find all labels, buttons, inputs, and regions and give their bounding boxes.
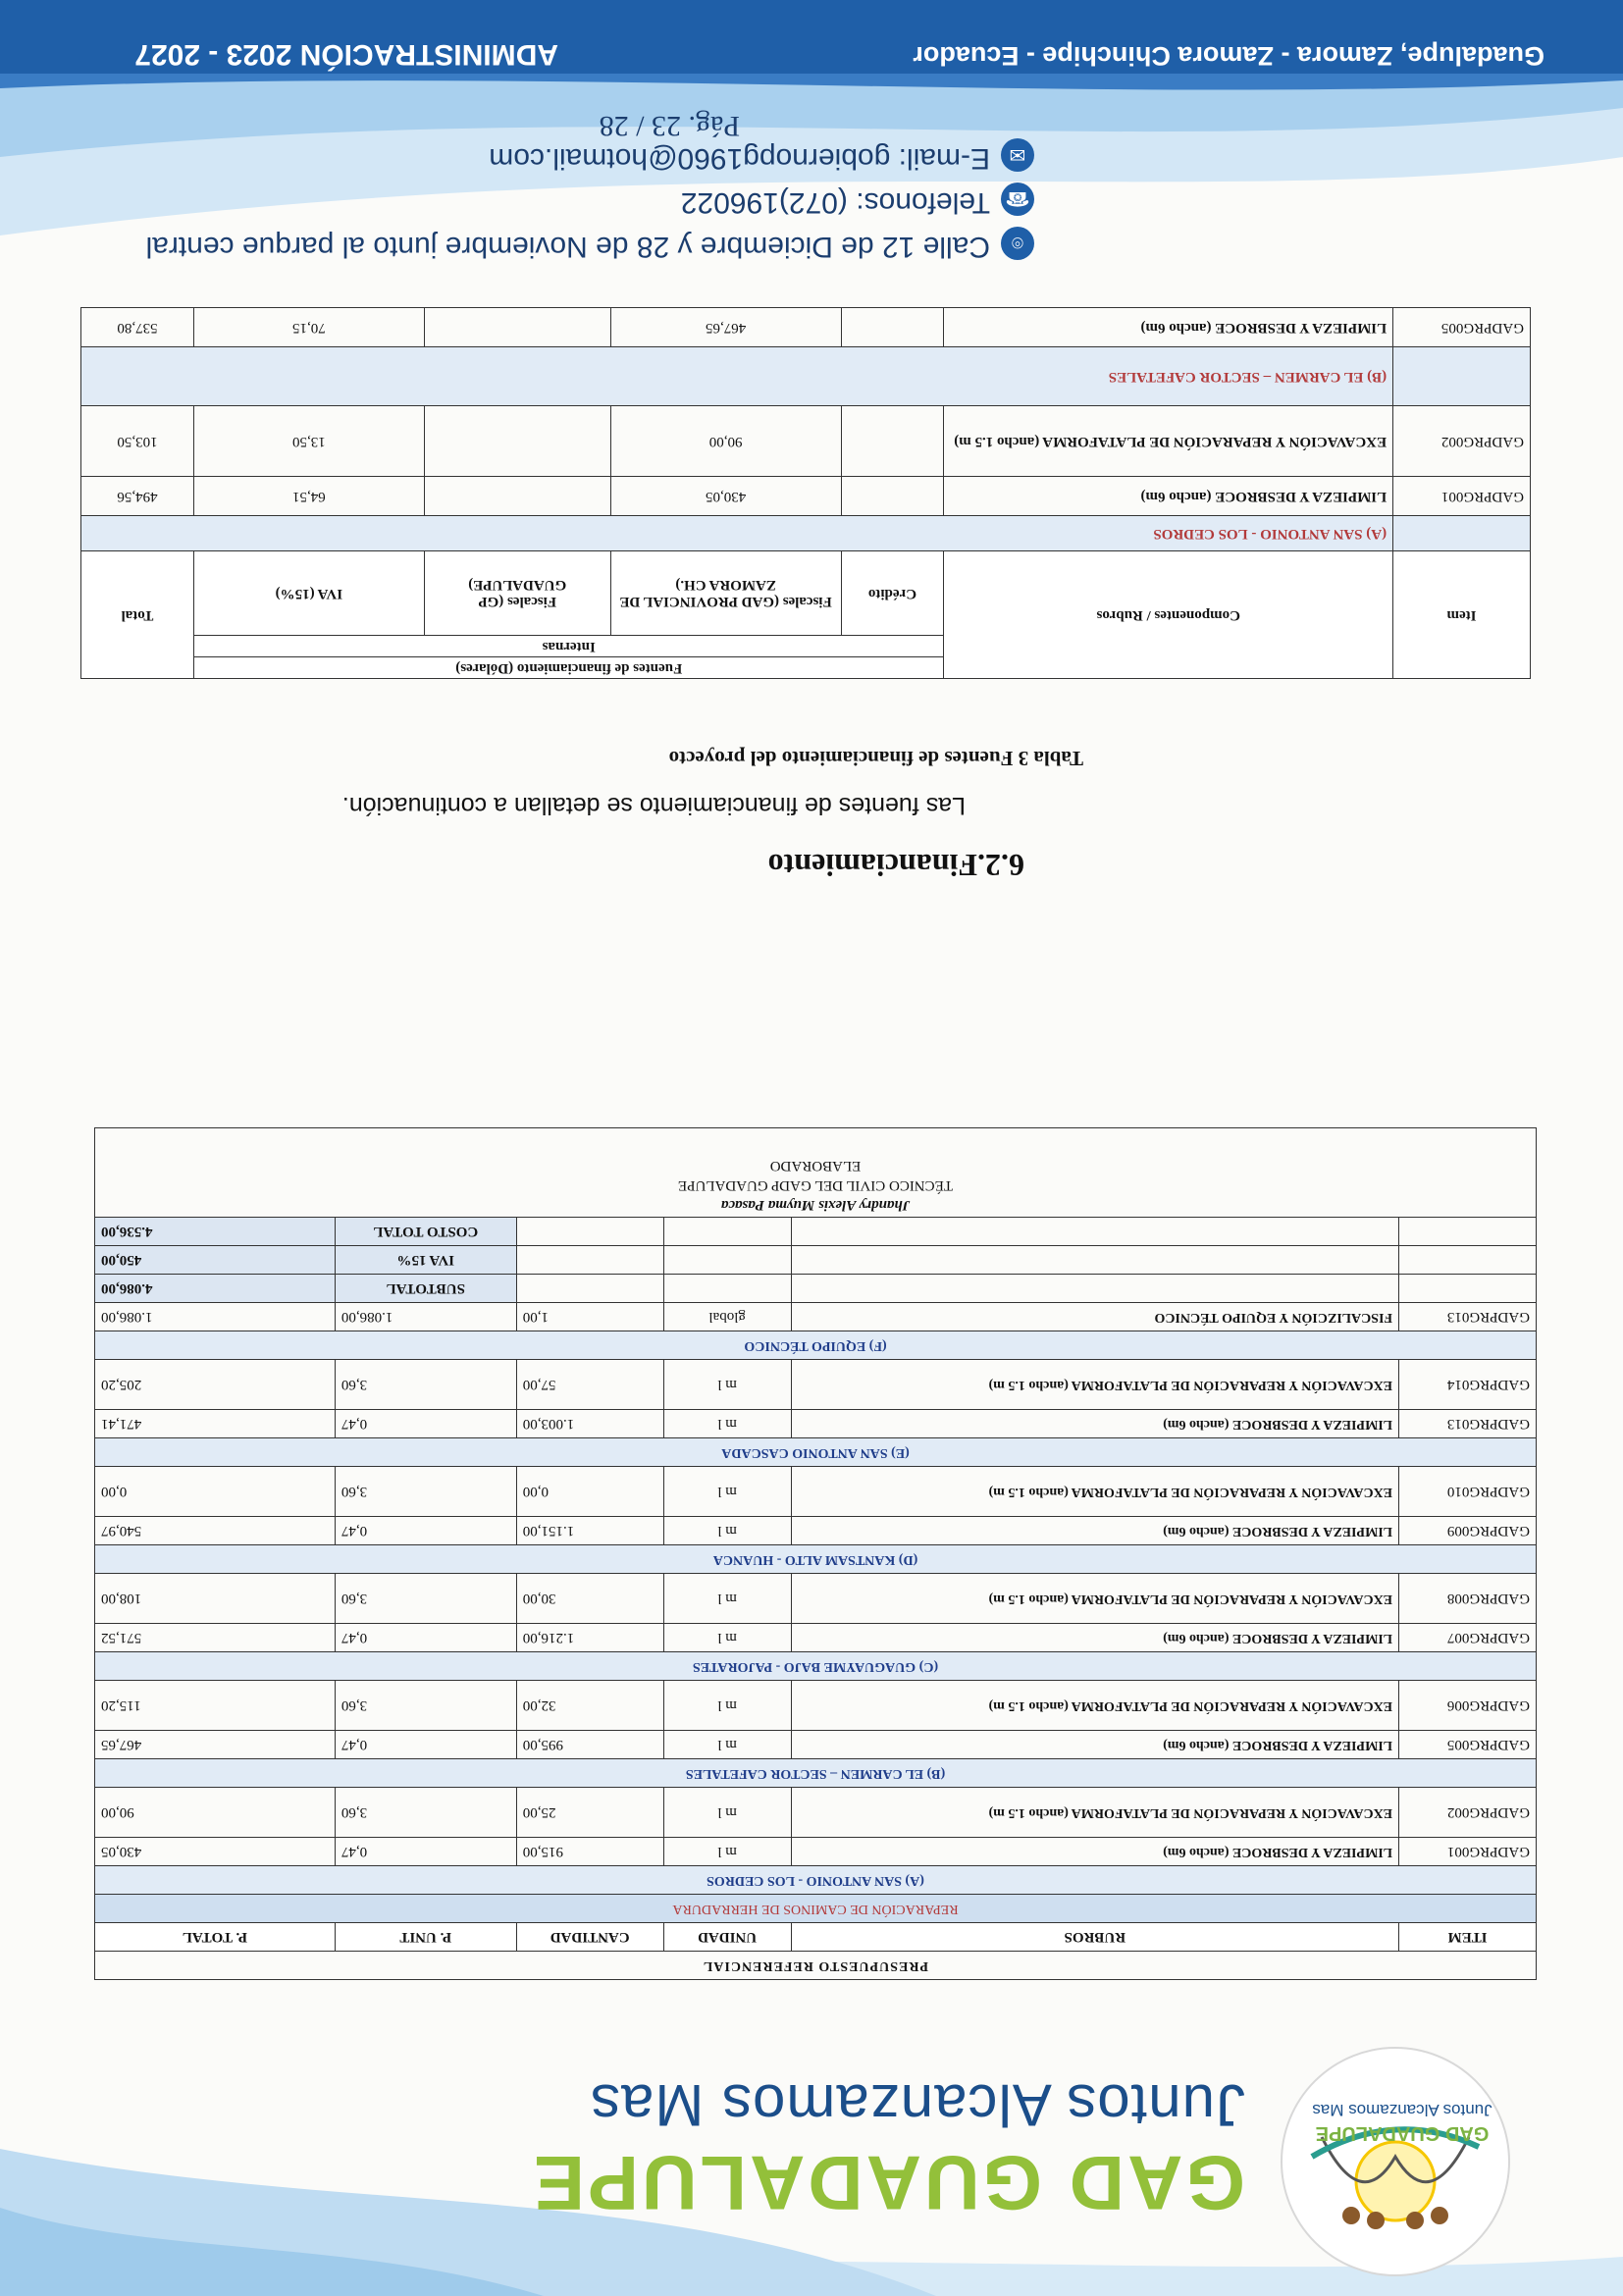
rubro: EXCAVACIÓN Y REPARACIÓN DE PLATAFORMA (ancho 1.5 m)	[791, 1467, 1398, 1517]
table-row	[81, 477, 1531, 516]
unidad: m l	[663, 1838, 791, 1866]
location-pin-icon: ⌾	[1001, 227, 1034, 260]
p-unit: 1.086,00	[335, 1303, 516, 1331]
section-title: (F) EQUIPO TÉCNICO	[95, 1331, 1537, 1360]
phone-icon: ☎	[1001, 183, 1034, 216]
unidad: global	[663, 1303, 791, 1331]
col-rubros: RUBROS	[791, 1923, 1398, 1952]
table-row	[95, 1303, 1537, 1331]
p-total: 115,20	[95, 1681, 336, 1731]
rubro: LIMPIEZA Y DESBROCE (ancho 6m)	[944, 308, 1393, 347]
p-total: 430,05	[95, 1838, 336, 1866]
p-unit: 0,47	[335, 1838, 516, 1866]
fin-col-internas: Internas	[193, 636, 943, 657]
iva-row	[95, 1246, 1537, 1275]
table-row	[95, 1788, 1537, 1838]
section-title: (D) KANTSAM ALTO - HUANCA	[95, 1545, 1537, 1574]
col-item: ITEM	[1399, 1923, 1537, 1952]
item-code: GADPRG002	[1399, 1788, 1537, 1838]
fiscales-gp	[424, 406, 610, 477]
table-row	[81, 308, 1531, 347]
cantidad: 32,00	[516, 1681, 663, 1731]
col-p-unit: P. UNIT	[335, 1923, 516, 1952]
iva: 64,51	[193, 477, 424, 516]
page-number: Pág. 23 / 28	[599, 110, 740, 142]
unidad: m l	[663, 1681, 791, 1731]
section-title: (E) SAN ANTONIO CASCADA	[95, 1438, 1537, 1467]
header-title: GAD GUADALUPE	[530, 2140, 1245, 2226]
item-code: GADPRG002	[1393, 406, 1531, 477]
p-unit: 0,47	[335, 1624, 516, 1652]
footer-email: E-mail: gobiernopg1960@hotmail.com	[489, 142, 990, 175]
cantidad: 995,00	[516, 1731, 663, 1759]
cantidad: 1.151,00	[516, 1517, 663, 1545]
signature-status: ELABORADO	[769, 1158, 862, 1174]
total-label: COSTO TOTAL	[335, 1218, 516, 1246]
rubro: LIMPIEZA Y DESBROCE (ancho 6m)	[944, 477, 1393, 516]
cantidad: 1.003,00	[516, 1410, 663, 1438]
item-code: GADPRG006	[1399, 1681, 1537, 1731]
rubro: LIMPIEZA Y DESBROCE (ancho 6m)	[791, 1731, 1398, 1759]
rubro: EXCAVACIÓN Y REPARACIÓN DE PLATAFORMA (ancho 1.5 m)	[791, 1360, 1398, 1410]
item-code: GADPRG005	[1399, 1731, 1537, 1759]
credito	[841, 477, 944, 516]
table-row	[95, 1410, 1537, 1438]
p-total: 90,00	[95, 1788, 336, 1838]
budget-main-section: REPARACIÓN DE CAMINOS DE HERRADURA	[95, 1895, 1537, 1923]
col-p-total: P. TOTAL	[95, 1923, 336, 1952]
fin-col-fiscales-gp: Fiscales (GP GUADALUPE)	[424, 551, 610, 636]
email-icon: ✉	[1001, 138, 1034, 172]
item-code: GADPRG007	[1399, 1624, 1537, 1652]
item-code: GADPRG010	[1399, 1467, 1537, 1517]
fin-col-fuentes: Fuentes de financiamiento (Dólares)	[193, 657, 943, 679]
item-code: GADPRG001	[1393, 477, 1531, 516]
iva: 70,15	[193, 308, 424, 347]
fin-col-total: Total	[81, 551, 194, 679]
p-unit: 3,60	[335, 1360, 516, 1410]
financing-heading: 6.2.Financiamiento	[767, 848, 1024, 883]
signer-name: Jhandry Alexis Muyma Pasaca	[720, 1197, 911, 1213]
p-total: 0,00	[95, 1467, 336, 1517]
rubro: EXCAVACIÓN Y REPARACIÓN DE PLATAFORMA (ancho 1.5 m)	[791, 1574, 1398, 1624]
p-total: 467,65	[95, 1731, 336, 1759]
total-row	[95, 1218, 1537, 1246]
item-code: GADPRG014	[1399, 1360, 1537, 1410]
p-unit: 3,60	[335, 1574, 516, 1624]
header-slogan: Juntos Alcanzamos Mas	[590, 2072, 1245, 2138]
fiscales-gad: 467,65	[610, 308, 841, 347]
section-title: (A) SAN ANTONIO - LOS CEDROS	[81, 516, 1393, 551]
p-unit: 0,47	[335, 1517, 516, 1545]
unidad: m l	[663, 1467, 791, 1517]
rubro: LIMPIEZA Y DESBROCE (ancho 6m)	[791, 1517, 1398, 1545]
p-total: 540,97	[95, 1517, 336, 1545]
item-code: GADPRG008	[1399, 1574, 1537, 1624]
unidad: m l	[663, 1731, 791, 1759]
rubro: FISCALIZCIÓN Y EQUIPO TÉCNICO	[791, 1303, 1398, 1331]
credito	[841, 406, 944, 477]
total: 494,56	[81, 477, 194, 516]
total-value: 4.536,00	[95, 1218, 336, 1246]
financing-table-caption: Tabla 3 Fuentes de financiamiento del proyecto	[668, 747, 1083, 770]
table-row	[95, 1574, 1537, 1624]
table-row	[95, 1624, 1537, 1652]
iva-value: 450,00	[95, 1246, 336, 1275]
fiscales-gp	[424, 308, 610, 347]
rubro: LIMPIEZA Y DESBROCE (ancho 6m)	[791, 1838, 1398, 1866]
cantidad: 25,00	[516, 1788, 663, 1838]
section-title: (B) EL CARMEN – SECTOR CAFETALES	[81, 347, 1393, 406]
table-row	[95, 1681, 1537, 1731]
fin-col-credito: Crédito	[841, 551, 944, 636]
unidad: m l	[663, 1624, 791, 1652]
p-total: 108,00	[95, 1574, 336, 1624]
gad-logo	[1281, 2047, 1510, 2276]
fin-col-fiscales-gad: Fiscales (GAD PROVINCIAL DE ZAMORA CH.)	[610, 551, 841, 636]
item-code: GADPRG013	[1399, 1303, 1537, 1331]
table-row	[95, 1360, 1537, 1410]
footer-phone: Telefonos: (072)196022	[680, 186, 990, 219]
cantidad: 57,00	[516, 1360, 663, 1410]
cantidad: 30,00	[516, 1574, 663, 1624]
p-unit: 0,47	[335, 1410, 516, 1438]
p-unit: 0,47	[335, 1731, 516, 1759]
rubro: LIMPIEZA Y DESBROCE (ancho 6m)	[791, 1410, 1398, 1438]
p-total: 205,20	[95, 1360, 336, 1410]
footer-location: Guadalupe, Zamora - Zamora Chinchipe - Ecuador	[913, 41, 1544, 71]
table-row	[95, 1731, 1537, 1759]
iva: 13,50	[193, 406, 424, 477]
table-row	[95, 1517, 1537, 1545]
budget-caption: PRESUPUESTO REFERENCIAL	[95, 1952, 1537, 1980]
section-title: (C) GUAGUAYME BAJO - PAJORATES	[95, 1652, 1537, 1681]
p-total: 471,41	[95, 1410, 336, 1438]
unidad: m l	[663, 1360, 791, 1410]
unidad: m l	[663, 1574, 791, 1624]
p-unit: 3,60	[335, 1788, 516, 1838]
fiscales-gad: 430,05	[610, 477, 841, 516]
item-code: GADPRG001	[1399, 1838, 1537, 1866]
unidad: m l	[663, 1410, 791, 1438]
footer-administration: ADMINISTRACIÓN 2023 - 2027	[134, 38, 558, 71]
p-total: 1.086,00	[95, 1303, 336, 1331]
iva-label: IVA 15%	[335, 1246, 516, 1275]
letterhead-header	[0, 2051, 1623, 2296]
unidad: m l	[663, 1517, 791, 1545]
p-unit: 3,60	[335, 1681, 516, 1731]
financing-table	[80, 307, 1531, 679]
cantidad: 0,00	[516, 1467, 663, 1517]
unidad: m l	[663, 1788, 791, 1838]
fin-col-item: Item	[1393, 551, 1531, 679]
item-code: GADPRG005	[1393, 308, 1531, 347]
logo-brand-text: GAD GUADALUPE	[1315, 2122, 1490, 2144]
section-title: (A) SAN ANTONIO - LOS CEDROS	[95, 1866, 1537, 1895]
table-row	[81, 406, 1531, 477]
fin-col-iva: IVA (15%)	[193, 551, 424, 636]
subtotal-value: 4.086,00	[95, 1275, 336, 1303]
table-row	[95, 1467, 1537, 1517]
fiscales-gad: 90,00	[610, 406, 841, 477]
signer-role: TÉCNICO CIVIL DEL GADP GUADALUPE	[678, 1177, 953, 1193]
cantidad: 1.216,00	[516, 1624, 663, 1652]
rubro: EXCAVACIÓN Y REPARACIÓN DE PLATAFORMA (ancho 1.5 m)	[791, 1681, 1398, 1731]
budget-table	[94, 1127, 1537, 1980]
p-unit: 3,60	[335, 1467, 516, 1517]
table-row	[95, 1838, 1537, 1866]
footer-address: Calle 12 de Diciembre y 28 de Noviembre junto al parque central	[145, 231, 990, 263]
fiscales-gp	[424, 477, 610, 516]
p-total: 571,52	[95, 1624, 336, 1652]
logo-emblem-icon	[1283, 2049, 1508, 2274]
credito	[841, 308, 944, 347]
rubro: EXCAVACIÓN Y REPARACIÓN DE PLATAFORMA (ancho 1.5 m)	[944, 406, 1393, 477]
section-title: (B) EL CARMEN – SECTOR CAFETALES	[95, 1759, 1537, 1788]
rubro: EXCAVACIÓN Y REPARACIÓN DE PLATAFORMA (ancho 1.5 m)	[791, 1788, 1398, 1838]
rubro: LIMPIEZA Y DESBROCE (ancho 6m)	[791, 1624, 1398, 1652]
cantidad: 915,00	[516, 1838, 663, 1866]
subtotal-label: SUBTOTAL	[335, 1275, 516, 1303]
col-unidad: UNIDAD	[663, 1923, 791, 1952]
subtotal-row	[95, 1275, 1537, 1303]
signature-block	[95, 1128, 1537, 1218]
financing-intro: Las fuentes de financiamiento se detallan a continuación.	[341, 792, 966, 819]
item-code: GADPRG009	[1399, 1517, 1537, 1545]
item-code: GADPRG013	[1399, 1410, 1537, 1438]
cantidad: 1,00	[516, 1303, 663, 1331]
total: 103,50	[81, 406, 194, 477]
col-cantidad: CANTIDAD	[516, 1923, 663, 1952]
fin-col-componentes: Componentes / Rubros	[944, 551, 1393, 679]
logo-slogan-text: Juntos Alcanzamos Mas	[1312, 2101, 1492, 2119]
total: 537,80	[81, 308, 194, 347]
